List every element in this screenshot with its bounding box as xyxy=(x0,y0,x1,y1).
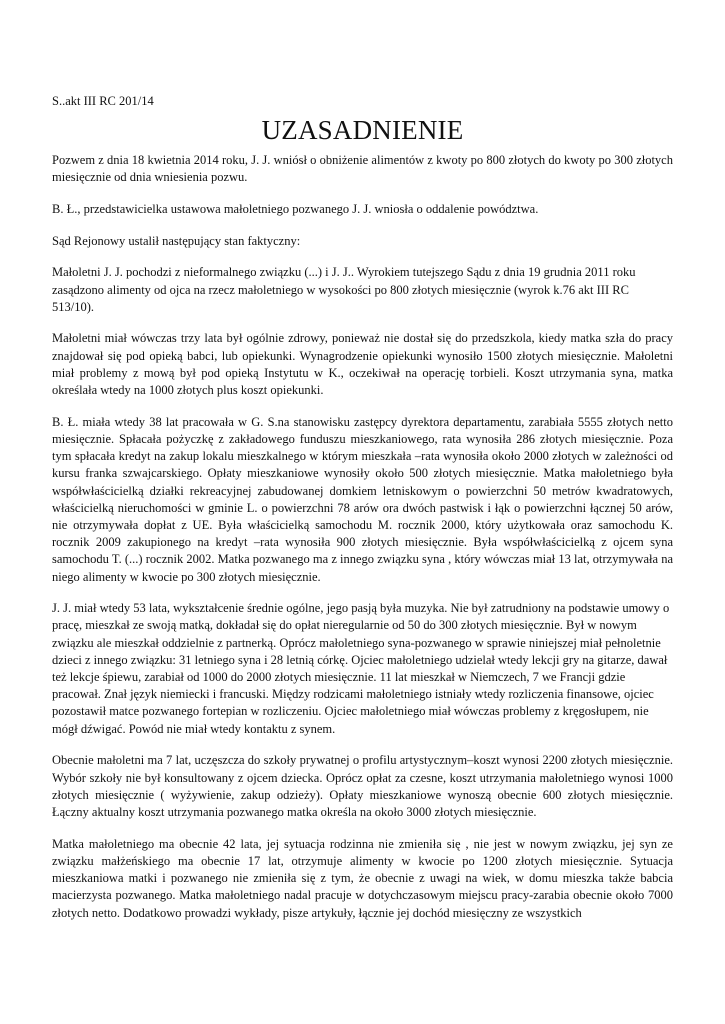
paragraph-background: Małoletni J. J. pochodzi z nieformalnego związku (...) i J. J.. Wyrokiem tutejszego Sądu z dnia 19 grudnia 2011 roku zasądzono alimenty od ojca na rzecz małoletniego w wysokości po 800 złotych miesięcznie (wyrok k.76 akt III RC 513/10). xyxy=(52,265,636,314)
document-title: UZASADNIENIE xyxy=(261,115,464,145)
paragraph-father-then: J. J. miał wtedy 53 lata, wykształcenie średnie ogólne, jego pasją była muzyka. Nie był zatrudniony na podstawie umowy o pracę, mieszkał ze swoją matką, dokładał się do opłat nieregularnie od 50 do 300 złotych miesięcznie. Był w nowym związku ale mieszkał oddzielnie z partnerką. Oprócz małoletniego syna-pozwanego w sprawie niniejszej miał pełnoletnie dzieci z innego związku: 31 letniego syna i 28 letnią córkę. Ojciec małoletniego udzielał wtedy lekcji gry na gitarze, dawał też lekcje śpiewu, zarabiał od 1000 do 2000 złotych miesięcznie. 11 lat mieszkał w Niemczech, 7 we Francji gdzie pracował. Znał język niemiecki i francuski. Między rodzicami małoletniego istniały wtedy rozliczenia finansowe, ojciec pozostawił matce pozwanego fortepian w rozliczeniu. Ojciec małoletniego miał wówczas problemy z kręgosłupem, nie mógł dźwigać. Powód nie miał wtedy kontaktu z synem. xyxy=(52,601,670,736)
case-reference: S..akt III RC 201/14 xyxy=(52,94,154,108)
paragraph-findings-intro: Sąd Rejonowy ustalił następujący stan faktyczny: xyxy=(52,233,301,248)
paragraph-mother-now: Matka małoletniego ma obecnie 42 lata, jej sytuacja rodzinna nie zmieniła się , nie jest w nowym związku, jej syn ze związku małżeńskiego ma obecnie 17 lat, otrzymuje alimenty w kwocie po 1200 złotych miesięcznie. Sytuacja mieszkaniowa matki i pozwanego nie zmieniła się z tym, że obecnie z uwagi na wiek, w domu mieszka także babcia macierzysta pozwanego. Matka małoletniego nadal pracuje w dotychczasowym miejscu pracy-zarabia obecnie około 7000 złotych netto. Dodatkowo prowadzi wykłady, pisze artykuły, łącznie jej dochód miesięczny ze wszystkich xyxy=(52,836,673,920)
paragraph-child-then: Małoletni miał wówczas trzy lata był ogólnie zdrowy, ponieważ nie dostał się do przedszkola, kiedy matka szła do pracy znajdował się pod opieką babci, lub opiekunki. Wynagrodzenie opiekunki wynosiło 1500 złotych miesięcznie. Małoletni miał problemy z mową był pod opieką Instytutu w K., oczekiwał na operację torbieli. Koszt utrzymania syna, matka określała wtedy na 1000 złotych plus koszt opiekunki. xyxy=(52,331,673,398)
paragraph-claim: Pozwem z dnia 18 kwietnia 2014 roku, J. J. wniósł o obniżenie alimentów z kwoty po 800 złotych do kwoty po 300 złotych miesięcznie od dnia wniesienia pozwu. xyxy=(52,153,673,185)
paragraph-defense: B. Ł., przedstawicielka ustawowa małoletniego pozwanego J. J. wniosła o oddalenie powództwa. xyxy=(52,201,539,216)
paragraph-mother-then: B. Ł. miała wtedy 38 lat pracowała w G. S.na stanowisku zastępcy dyrektora departamentu, zarabiała 5555 złotych netto miesięcznie. Spłacała pożyczkę z zakładowego funduszu mieszkaniowego, rata wynosiła 286 złotych miesięcznie. Poza tym spłacała kredyt na zakup lokalu mieszkalnego w którym mieszkała –rata wynosiła około 2000 złotych w zależności od kursu franka szwajcarskiego. Opłaty mieszkaniowe wynosiły około 500 złotych miesięcznie. Matka małoletniego była współwłaścicielką działki rekreacyjnej zabudowanej domkiem letniskowym o powierzchni 50 metrów kwadratowych, właścicielką nieruchomości w gminie L. o powierzchni 78 arów ora dwóch pastwisk i łąk o powierzchni łącznej 50 arów, nie otrzymywała dopłat z UE. Była właścicielką samochodu M. rocznik 2000, który użytkowała oraz samochodu K. rocznik 2009 zakupionego na kredyt –rata wynosiła 900 złotych miesięcznie. Była współwłaścicielką z ojcem syna samochodu T. (...) rocznik 2002. Matka pozwanego ma z innego związku syna , który wówczas miał 13 lat, otrzymywała na niego alimenty w kwocie po 300 złotych miesięcznie. xyxy=(52,414,673,584)
paragraph-child-now: Obecnie małoletni ma 7 lat, uczęszcza do szkoły prywatnej o profilu artystycznym–koszt wynosi 2200 złotych miesięcznie. Wybór szkoły nie był konsultowany z ojcem dziecka. Oprócz opłat za czesne, koszt utrzymania małoletniego wynosi 1000 złotych miesięcznie ( wyżywienie, zakup odzieży). Opłaty mieszkaniowe wynoszą obecnie 600 złotych miesięcznie. Łączny aktualny koszt utrzymania pozwanego matka określa na około 3000 złotych miesięcznie. xyxy=(52,753,673,819)
document-page xyxy=(52,92,673,936)
